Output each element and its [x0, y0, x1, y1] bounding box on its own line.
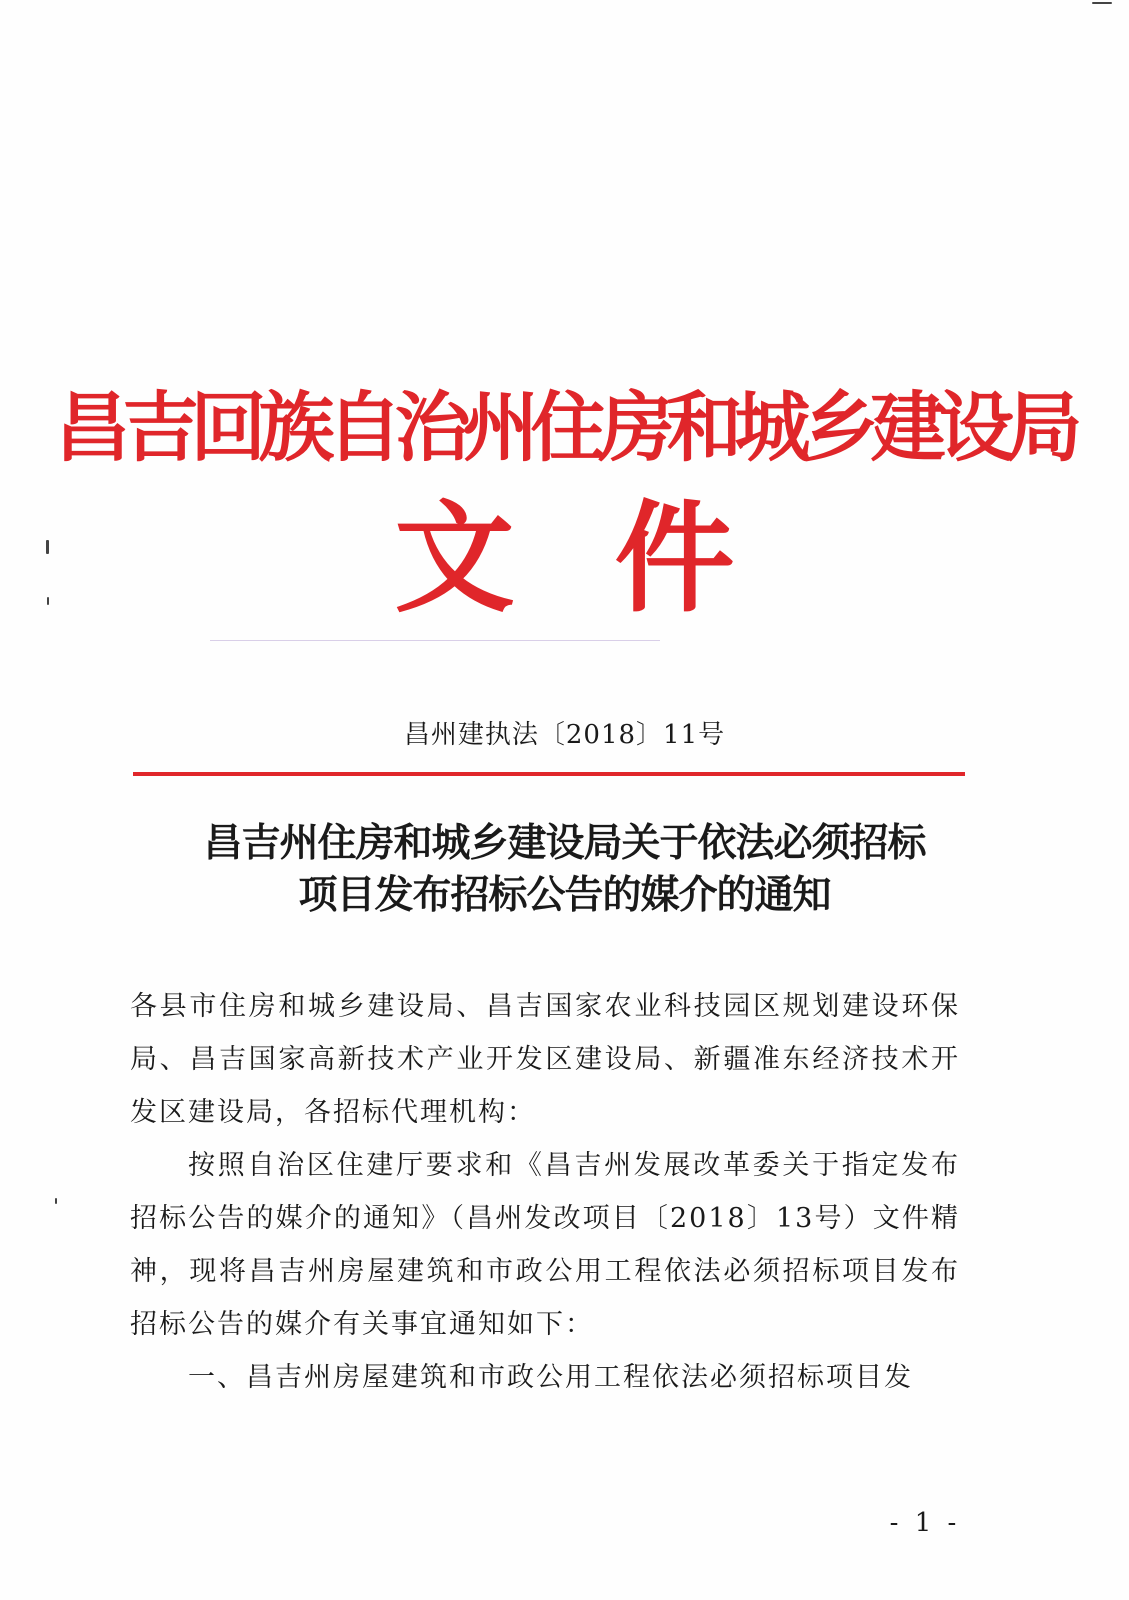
title-line-2: 项目发布招标公告的媒介的通知: [298, 873, 831, 918]
addressees: 各县市住房和城乡建设局、昌吉国家农业科技园区规划建设环保局、昌吉国家高新技术产业开发区建设局、新疆准东经济技术开发区建设局，各招标代理机构：: [130, 991, 960, 1128]
document-title: [100, 818, 1029, 922]
scan-speck: [1092, 2, 1112, 4]
page-number: - 1 -: [889, 1508, 961, 1538]
red-separator-line: [133, 772, 965, 776]
title-line-1: 昌吉州住房和城乡建设局关于依法必须招标: [203, 821, 926, 866]
body-paragraph-1: 按照自治区住建厅要求和《昌吉州发展改革委关于指定发布招标公告的媒介的通知》（昌州发改项目〔2018〕13号）文件精神，现将昌吉州房屋建筑和市政公用工程依法必须招标项目发布招标公告的媒介有关事宜通知如下：: [130, 1150, 960, 1340]
document-label: 文件: [394, 490, 835, 629]
scan-speck: [55, 1198, 57, 1204]
scan-speck: [47, 597, 49, 605]
bleed-through-line: [210, 640, 660, 641]
body-paragraph-2: 一、昌吉州房屋建筑和市政公用工程依法必须招标项目发: [188, 1362, 913, 1393]
document-number: 昌州建执法〔2018〕11号: [403, 720, 726, 750]
scan-speck: [46, 540, 49, 554]
issuer-name: 昌吉回族自治州住房和城乡建设局: [54, 383, 1075, 472]
document-body: [130, 980, 960, 1404]
